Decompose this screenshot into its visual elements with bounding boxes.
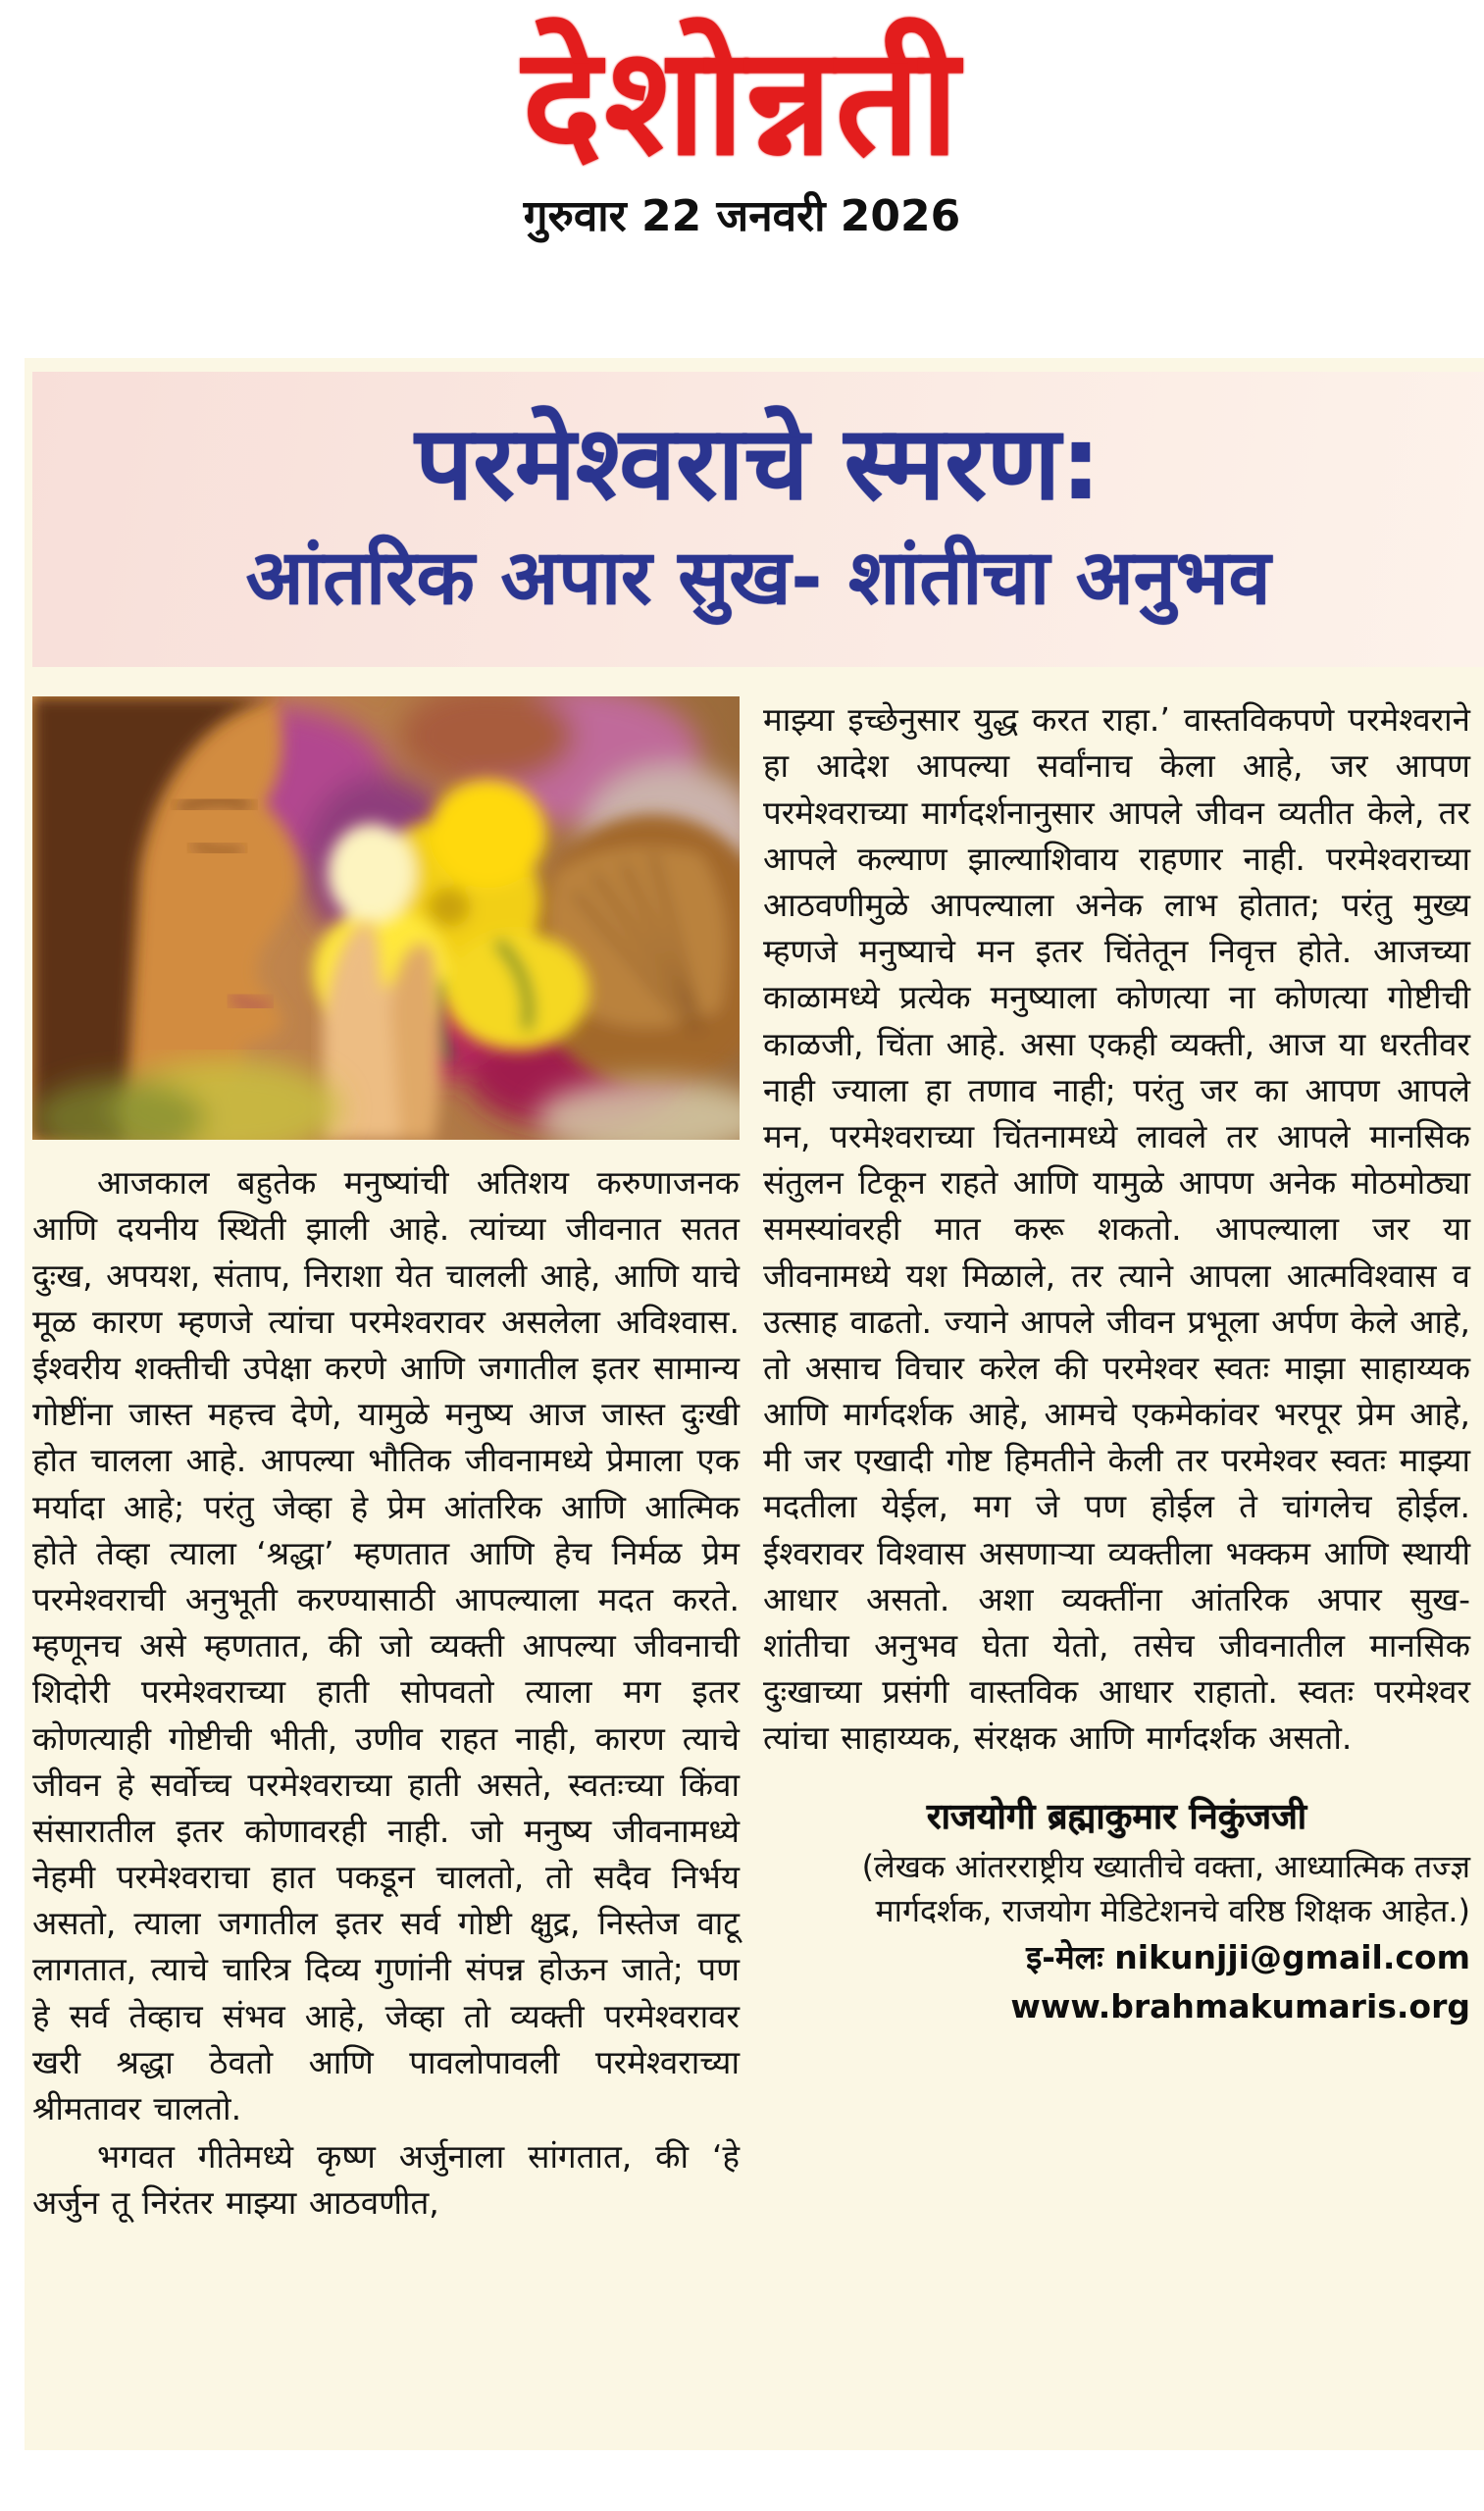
email-address: nikunjji@gmail.com — [1114, 1938, 1470, 1977]
prayer-photo-illustration — [32, 696, 740, 1140]
author-byline: राजयोगी ब्रह्माकुमार निकुंजजी — [926, 1796, 1307, 1837]
column-left — [32, 696, 740, 2226]
headline-line-1: परमेश्वराचे स्मरण: — [415, 403, 1101, 523]
article-paragraph: माझ्या इच्छेनुसार युद्ध करत राहा.’ वास्तविकपणे परमेश्वराने हा आदेश आपल्या सर्वांनाच केला आहे, जर आपण परमेश्वराच्या मार्गदर्शनानुसार आपले जीवन व्यतीत केले, तर आपले कल्याण झाल्याशिवाय राहणार नाही. परमेश्वराच्या आठवणीमुळे आपल्याला अनेक लाभ होतात; परंतु मुख्य म्हणजे मनुष्याचे मन इतर चिंतेतून निवृत्त होते. आजच्या काळामध्ये प्रत्येक मनुष्याला कोणत्या ना कोणत्या गोष्टीची काळजी, चिंता आहे. असा एकही व्यक्ती, आज या धरतीवर नाही ज्याला हा तणाव नाही; परंतु जर का आपण आपले मन, परमेश्वराच्या चिंतनामध्ये लावले तर आपले मानसिक संतुलन टिकून राहते आणि यामुळे आपण अनेक मोठमोठ्या समस्यांवरही मात करू शकतो. आपल्याला जर या जीवनामध्ये यश मिळाले, तर त्याने आपला आत्मविश्वास व उत्साह वाढतो. ज्याने आपले जीवन प्रभूला अर्पण केले आहे, तो असाच विचार करेल की परमेश्वर स्वतः माझा साहाय्यक आणि मार्गदर्शक आहे, आमचे एकमेकांवर भरपूर प्रेम आहे, मी जर एखादी गोष्ट हिमतीने केली तर परमेश्वर स्वतः माझ्या मदतीला येईल, मग जे पण होईल ते चांगलेच होईल. ईश्वरावर विश्वास असणाऱ्या व्यक्तीला भक्कम आणि स्थायी आधार असतो. अशा व्यक्तींना आंतरिक अपार सुख- शांतीचा अनुभव घेता येतो, तसेच जीवनातील मानसिक दुःखाच्या प्रसंगी वास्तविक आधार राहातो. स्वतः परमेश्वर त्यांचा साहाय्यक, संरक्षक आणि मार्गदर्शक असतो. — [763, 700, 1470, 1758]
masthead — [0, 0, 1484, 243]
article-sheet — [25, 358, 1484, 2450]
newspaper-title: देशोन्नती — [522, 15, 962, 188]
email-label: इ-मेलः — [1026, 1938, 1103, 1977]
author-note: (लेखक आंतरराष्ट्रीय ख्यातीचे वक्ता, आध्यात्मिक तज्ज्ञ मार्गदर्शक, राजयोग मेडिटेशनचे वरिष्ठ शिक्षक आहेत.) — [861, 1847, 1470, 1930]
article-paragraph: भगवत गीतेमध्ये कृष्ण अर्जुनाला सांगतात, की ‘हे अर्जुन तू निरंतर माझ्या आठवणीत, — [32, 2137, 740, 2223]
date-line: गुरुवार 22 जनवरी 2026 — [523, 190, 961, 241]
website-line: www.brahmakumaris.org — [1010, 1986, 1470, 2025]
article-paragraph: आजकाल बहुतेक मनुष्यांची अतिशय करुणाजनक आणि दयनीय स्थिती झाली आहे. त्यांच्या जीवनात सतत दुःख, अपयश, संताप, निराशा येत चालली आहे, आणि याचे मूळ कारण म्हणजे त्यांचा परमेश्वरावर असलेला अविश्वास. ईश्वरीय शक्तीची उपेक्षा करणे आणि जगातील इतर सामान्य गोष्टींना जास्त महत्त्व देणे, यामुळे मनुष्य आज जास्त दुःखी होत चालला आहे. आपल्या भौतिक जीवनामध्ये प्रेमाला एक मर्यादा आहे; परंतु जेव्हा हे प्रेम आंतरिक आणि आत्मिक होते तेव्हा त्याला ‘श्रद्धा’ म्हणतात आणि हेच निर्मळ प्रेम परमेश्वराची अनुभूती करण्यासाठी आपल्याला मदत करते. म्हणूनच असे म्हणतात, की जो व्यक्ती आपल्या जीवनाची शिदोरी परमेश्वराच्या हाती सोपवतो त्याला मग इतर कोणत्याही गोष्टीची भीती, उणीव राहत नाही, कारण त्याचे जीवन हे सर्वोच्च परमेश्वराच्या हाती असते, स्वतःच्या किंवा संसारातील इतर कोणावरही नाही. जो मनुष्य जीवनामध्ये नेहमी परमेश्वराचा हात पकडून चालतो, तो सदैव निर्भय असतो, त्याला जगातील इतर सर्व गोष्टी क्षुद्र, निस्तेज वाटू लागतात, त्याचे चारित्र दिव्य गुणांनी संपन्न होऊन जाते; पण हे सर्व तेव्हाच संभव आहे, जेव्हा तो व्यक्ती परमेश्वरावर खरी श्रद्धा ठेवतो आणि पावलोपावली परमेश्वराच्या श्रीमतावर चालतो. — [32, 1163, 740, 2128]
email-line — [763, 1933, 1470, 1982]
prayer-photo — [32, 696, 740, 1140]
headline-line-2: आंतरिक अपार सुख- शांतीचा अनुभव — [245, 534, 1271, 622]
column-right — [763, 696, 1470, 2226]
headline-band — [32, 372, 1484, 667]
article-columns — [25, 683, 1484, 2226]
